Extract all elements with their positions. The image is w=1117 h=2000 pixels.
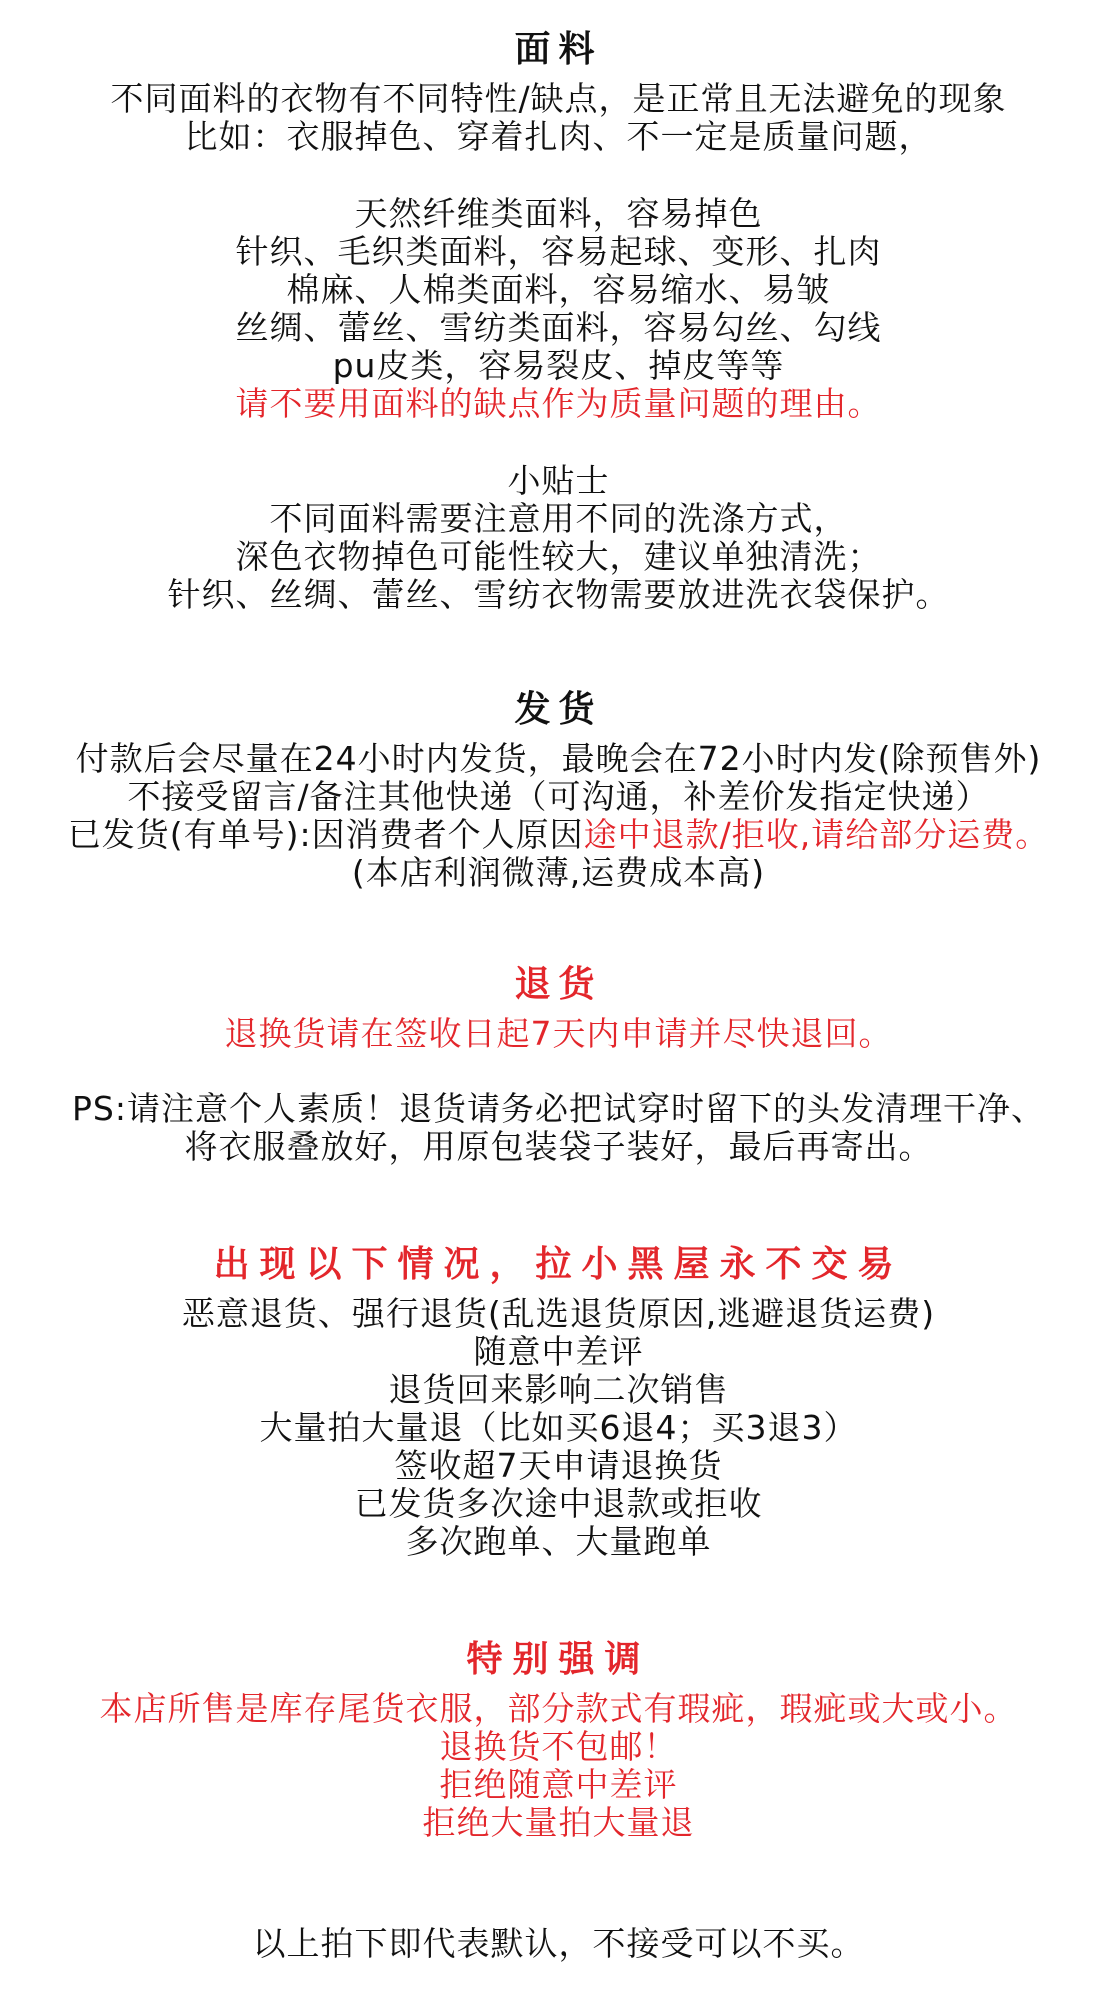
shipped-refund-line: [0, 816, 1117, 854]
tips-line: 不同面料需要注意用不同的洗涤方式，: [269, 499, 848, 538]
emphasis-line: 本店所售是库存尾货衣服，部分款式有瑕疵，瑕疵或大或小。: [99, 1689, 1018, 1728]
blacklist-item: 大量拍大量退（比如买6退4；买3退3）: [259, 1408, 858, 1447]
blacklist-item: 多次跑单、大量跑单: [405, 1522, 712, 1561]
shipping-line: 付款后会尽量在24小时内发货，最晚会在72小时内发(除预售外): [75, 739, 1042, 778]
fabric-title: 面料: [514, 28, 603, 70]
fabric-intro-line: 不同面料的衣物有不同特性/缺点，是正常且无法避免的现象: [110, 79, 1007, 118]
emphasis-line: 拒绝大量拍大量退: [422, 1803, 695, 1842]
emphasis-title: 特别强调: [466, 1638, 651, 1680]
shipped-prefix: 已发货(有单号):因消费者个人原因: [67, 815, 584, 854]
returns-ps-line: PS:请注意个人素质！退货请务必把试穿时留下的头发清理干净、: [72, 1089, 1045, 1128]
fabric-type-line: pu皮类，容易裂皮、掉皮等等: [332, 346, 785, 385]
fabric-warning: 请不要用面料的缺点作为质量问题的理由。: [235, 384, 882, 423]
returns-ps-line: 将衣服叠放好，用原包装袋子装好，最后再寄出。: [184, 1127, 933, 1166]
blacklist-title: 出现以下情况，拉小黑屋永不交易: [213, 1243, 904, 1285]
shipped-refund-red: 途中退款/拒收,请给部分运费。: [583, 815, 1050, 854]
emphasis-line: 拒绝随意中差评: [439, 1765, 678, 1804]
blacklist-item: 随意中差评: [473, 1332, 644, 1371]
footer-notice: 以上拍下即代表默认，不接受可以不买。: [252, 1924, 865, 1963]
blacklist-item: 签收超7天申请退换货: [394, 1446, 723, 1485]
returns-title: 退货: [514, 963, 603, 1005]
emphasis-line: 退换货不包邮！: [439, 1727, 678, 1766]
blacklist-item: 恶意退货、强行退货(乱选退货原因,逃避退货运费): [181, 1294, 936, 1333]
fabric-type-line: 针织、毛织类面料，容易起球、变形、扎肉: [235, 232, 882, 271]
shipping-title: 发货: [514, 688, 603, 730]
tips-line: 针织、丝绸、蕾丝、雪纺衣物需要放进洗衣袋保护。: [167, 575, 950, 614]
fabric-type-line: 天然纤维类面料，容易掉色: [354, 194, 763, 233]
tips-title: 小贴士: [507, 461, 610, 500]
blacklist-item: 退货回来影响二次销售: [388, 1370, 729, 1409]
blacklist-item: 已发货多次途中退款或拒收: [354, 1484, 763, 1523]
shipping-line: 不接受留言/备注其他快递（可沟通，补差价发指定快递）: [127, 777, 990, 816]
returns-policy: 退换货请在签收日起7天内申请并尽快退回。: [224, 1014, 893, 1053]
tips-line: 深色衣物掉色可能性较大，建议单独清洗；: [235, 537, 882, 576]
fabric-type-line: 棉麻、人棉类面料，容易缩水、易皱: [286, 270, 831, 309]
fabric-intro-line: 比如：衣服掉色、穿着扎肉、不一定是质量问题，: [184, 117, 933, 156]
fabric-type-line: 丝绸、蕾丝、雪纺类面料，容易勾丝、勾线: [235, 308, 882, 347]
shipping-note: (本店利润微薄,运费成本高): [351, 853, 766, 892]
